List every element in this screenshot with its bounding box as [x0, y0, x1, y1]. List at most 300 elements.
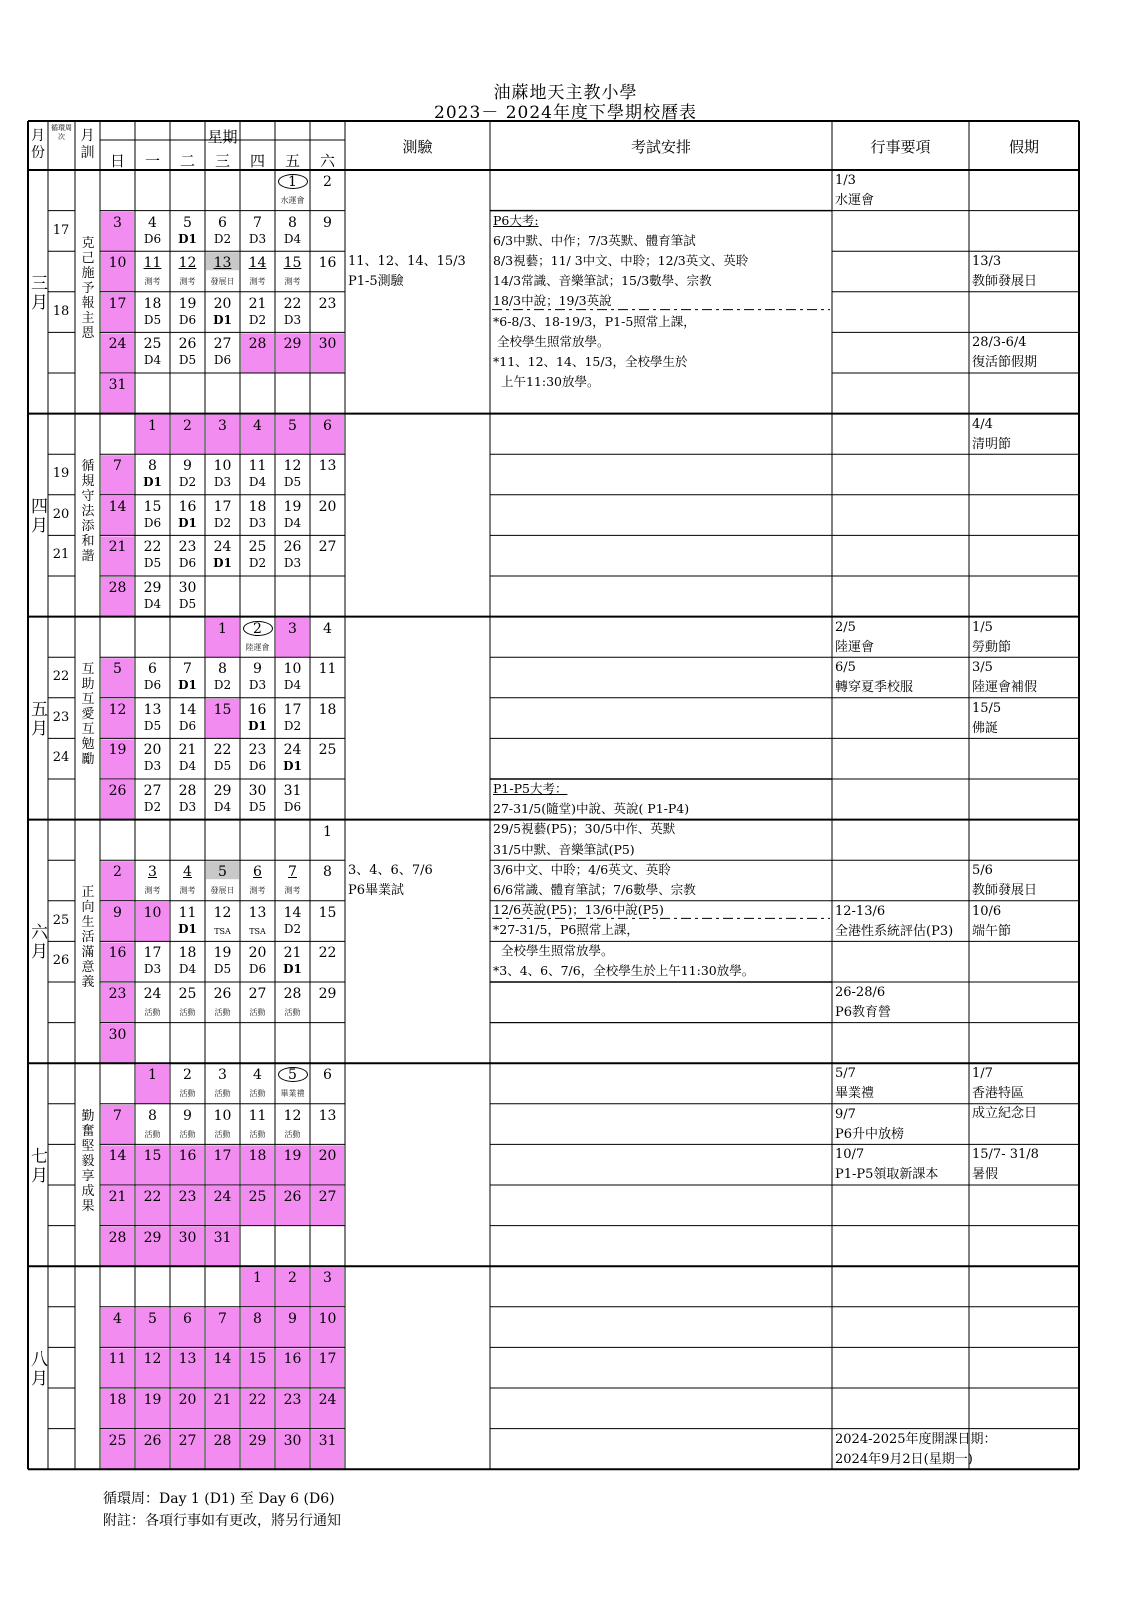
cycle-day: D5: [143, 718, 162, 733]
day-note: 活動: [144, 1129, 161, 1139]
cycle-week: 21: [52, 547, 70, 563]
day-number: 2: [323, 174, 332, 190]
cycle-day: D5: [143, 556, 162, 571]
day-number: 13: [178, 1351, 197, 1368]
day-number: 29: [143, 1229, 162, 1246]
day-number: 28: [108, 1229, 127, 1246]
day-number: 5: [288, 1067, 297, 1084]
day-number: 28: [248, 336, 267, 353]
event-circle: [278, 174, 308, 189]
day-number: 19: [178, 295, 197, 312]
day-number: 20: [318, 1148, 337, 1165]
cycle-day: D3: [143, 759, 162, 774]
day-number: 21: [108, 1189, 127, 1205]
day-number: 29: [248, 1432, 267, 1449]
day-number: 2: [183, 417, 192, 434]
holiday-text: 15/5 佛誕: [972, 700, 1002, 736]
day-number: 6: [218, 214, 227, 231]
day-number: 1: [218, 620, 227, 637]
month-motto: 循規守法添和諧: [81, 459, 95, 565]
day-number: 13: [318, 1107, 337, 1124]
month-motto: 勤奮堅毅享成果: [81, 1108, 95, 1214]
day-number: 27: [318, 539, 337, 556]
cycle-day: D6: [283, 800, 302, 814]
day-number: 30: [283, 1432, 302, 1449]
day-number: 23: [178, 539, 197, 556]
day-number: 23: [108, 986, 127, 1002]
exam-line: 27-31/5(隨堂)中說、英說( P1-P4): [493, 801, 690, 817]
day-note: 活動: [249, 1129, 266, 1139]
day-number: 31: [283, 783, 302, 799]
cycle-week: 23: [52, 709, 70, 725]
holiday-text: 4/4 清明節: [972, 416, 1012, 452]
day-number: 6: [253, 864, 262, 881]
day-number: 1: [148, 417, 157, 434]
day-note: 測考: [179, 886, 196, 896]
day-number: 2: [288, 1270, 297, 1287]
day-number: 10: [108, 255, 127, 272]
day-number: 16: [318, 255, 337, 272]
day-number: 25: [318, 742, 337, 759]
day-number: 8: [323, 864, 332, 881]
cycle-week: 22: [52, 669, 70, 685]
day-number: 21: [213, 1392, 232, 1408]
cycle-day: D3: [143, 962, 162, 977]
exam-line: *6-8/3、18-19/3，P1-5照常上課，: [493, 313, 696, 329]
day-number: 18: [143, 295, 162, 312]
day-number: 18: [108, 1392, 127, 1408]
day-number: 25: [108, 1432, 127, 1449]
cycle-week: 19: [52, 466, 70, 482]
exam-line: *11、12、14、15/3，全校學生於: [493, 354, 688, 369]
day-number: 31: [108, 377, 127, 393]
cycle-week: 18: [52, 303, 70, 319]
day-number: 24: [318, 1392, 337, 1408]
day-number: 24: [213, 539, 232, 556]
day-number: 12: [108, 701, 127, 718]
cycle-day: D5: [143, 312, 162, 327]
day-number: 3: [148, 864, 157, 881]
day-number: 4: [253, 417, 262, 434]
day-number: 4: [183, 864, 192, 881]
test-text: 3、4、6、7/6 P6畢業試: [348, 863, 433, 899]
weekday-3: 三: [214, 152, 230, 170]
cycle-day: D3: [248, 678, 267, 693]
day-number: 23: [318, 295, 337, 312]
day-number: 7: [288, 864, 297, 881]
day-number: 14: [248, 255, 267, 272]
month-name: 三月: [31, 273, 48, 313]
exam-line: 8/3視藝；11/ 3中文、中聆；12/3英文、英聆: [493, 253, 749, 268]
day-number: 9: [253, 661, 262, 678]
day-number: 28: [108, 580, 127, 596]
day-number: 26: [213, 986, 232, 1002]
day-number: 30: [318, 336, 337, 353]
day-number: 6: [323, 417, 332, 434]
day-note: 測考: [249, 886, 266, 896]
day-number: 15: [248, 1351, 267, 1368]
day-number: 21: [248, 295, 267, 312]
day-number: 29: [143, 580, 162, 596]
day-number: 27: [213, 336, 232, 353]
event-text: 2024-2025年度開課日期： 2024年9月2日(星期一): [835, 1431, 997, 1467]
exam-line: 18/3中說；19/3英說: [493, 293, 612, 309]
footer-cycle-note: 循環周：Day 1 (D1) 至 Day 6 (D6): [103, 1491, 335, 1507]
day-note: 活動: [144, 1008, 161, 1017]
day-number: 2: [113, 864, 122, 881]
day-note: 水運會: [280, 196, 305, 205]
day-number: 10: [143, 904, 162, 921]
day-number: 10: [213, 1107, 232, 1124]
day-number: 31: [318, 1432, 337, 1449]
exam-line: 6/6常識、體育筆試；7/6數學、宗教: [493, 882, 696, 897]
events-header: 行事要項: [870, 138, 931, 156]
day-number: 3: [288, 620, 297, 637]
day-note: 活動: [179, 1129, 196, 1139]
day-number: 8: [288, 214, 297, 231]
day-number: 5: [218, 864, 227, 881]
day-number: 6: [148, 661, 157, 678]
exam-line: P6大考:: [493, 212, 539, 228]
cycle-day: D2: [213, 515, 232, 530]
weekday-2: 二: [179, 152, 195, 170]
day-note: 測考: [284, 277, 301, 287]
day-note: 測考: [179, 277, 196, 287]
day-number: 8: [148, 458, 157, 475]
day-number: 1: [288, 174, 297, 190]
cycle-week: 17: [52, 222, 70, 238]
day-number: 22: [283, 295, 302, 312]
cycle-day: D5: [248, 800, 267, 814]
day-number: 25: [178, 986, 197, 1002]
cycle-day: D4: [213, 800, 232, 814]
cycle-day: D4: [248, 475, 267, 490]
exam-line: 12/6英說(P5)；13/6中說(P5): [493, 902, 664, 918]
day-number: 20: [318, 498, 337, 515]
day-number: 26: [283, 539, 302, 556]
day-number: 12: [178, 255, 197, 272]
day-note: 活動: [214, 1129, 231, 1139]
day-number: 8: [148, 1107, 157, 1124]
month-name: 六月: [31, 923, 48, 963]
cycle-day: D3: [248, 231, 267, 246]
cycle-day: D1: [213, 556, 232, 571]
day-number: 18: [248, 498, 267, 515]
day-number: 30: [108, 1026, 127, 1043]
exam-line: 上午11:30放學。: [493, 374, 600, 390]
cycle-day: D4: [283, 231, 302, 246]
day-number: 20: [143, 742, 162, 759]
day-number: 17: [143, 945, 162, 962]
cycle-day: D4: [143, 597, 162, 611]
exam-line: P1-P5大考：: [493, 781, 568, 796]
cycle-day: D5: [213, 759, 232, 774]
day-number: 7: [253, 214, 262, 231]
exam-line: 3/6中文、中聆；4/6英文、英聆: [493, 861, 671, 877]
cycle-week: 20: [52, 506, 70, 522]
day-number: 9: [323, 214, 332, 231]
day-number: 14: [108, 1148, 127, 1165]
day-number: 11: [248, 1107, 267, 1124]
day-number: 11: [108, 1351, 127, 1368]
cycle-day: D6: [213, 353, 232, 368]
cycle-day: D1: [248, 718, 267, 733]
day-number: 22: [248, 1392, 267, 1408]
day-number: 12: [283, 1107, 302, 1124]
month-name: 四月: [31, 497, 48, 537]
day-number: 15: [213, 701, 232, 718]
day-number: 6: [183, 1310, 192, 1327]
event-text: 1/3 水運會: [835, 173, 875, 208]
cycle-day: D4: [178, 759, 197, 774]
day-number: 16: [178, 498, 197, 515]
cycle-day: D6: [178, 556, 197, 571]
holiday-text: 10/6 端午節: [972, 903, 1012, 939]
day-number: 9: [183, 458, 192, 475]
day-number: 26: [143, 1432, 162, 1449]
day-number: 27: [248, 986, 267, 1002]
cycle-day: D1: [178, 515, 197, 530]
day-number: 14: [213, 1351, 232, 1368]
day-number: 14: [283, 904, 302, 921]
school-title: 油蔴地天主教小學: [493, 83, 638, 103]
day-number: 8: [218, 661, 227, 678]
day-number: 14: [178, 701, 197, 718]
day-note: 活動: [249, 1008, 266, 1017]
cycle-day: D5: [283, 475, 302, 490]
day-number: 24: [213, 1189, 232, 1205]
day-number: 30: [178, 580, 197, 596]
day-number: 13: [143, 701, 162, 718]
holiday-text: 1/5 勞動節: [972, 619, 1012, 655]
day-number: 25: [248, 1189, 267, 1205]
day-number: 2: [183, 1067, 192, 1084]
exam-line: *3、4、6、7/6，全校學生於上午11:30放學。: [493, 962, 755, 978]
day-number: 4: [148, 214, 157, 231]
holiday-text: 28/3-6/4 復活節假期: [972, 335, 1038, 371]
event-text: 26-28/6 P6教育營: [835, 985, 892, 1020]
cycle-week: 26: [52, 953, 70, 969]
cycle-day: D3: [178, 800, 197, 814]
day-number: 17: [108, 295, 127, 312]
day-number: 5: [288, 417, 297, 434]
day-note: 活動: [214, 1089, 231, 1099]
day-number: 30: [178, 1229, 197, 1246]
test-header: 測驗: [402, 138, 433, 156]
day-number: 10: [318, 1310, 337, 1327]
holiday-text: 5/6 教師發展日: [972, 863, 1038, 899]
cycle-day: D1: [213, 312, 232, 327]
day-number: 3: [218, 417, 227, 434]
day-number: 22: [213, 742, 232, 759]
day-number: 28: [178, 783, 197, 799]
cycle-day: D3: [213, 475, 232, 490]
day-note: 活動: [284, 1008, 301, 1017]
day-number: 7: [113, 1107, 122, 1124]
cycle-day: D1: [178, 231, 197, 246]
day-number: 20: [248, 945, 267, 962]
day-number: 15: [143, 1148, 162, 1165]
footer-remark: 附註：各項行事如有更改，將另行通知: [103, 1513, 341, 1529]
exam-line: 全校學生照常放學。: [493, 333, 610, 349]
day-number: 23: [248, 742, 267, 759]
cycle-day: TSA: [249, 926, 266, 936]
cycle-day: D3: [283, 556, 302, 571]
cycle-day: D5: [213, 962, 232, 977]
day-number: 7: [218, 1310, 227, 1327]
day-number: 19: [143, 1392, 162, 1408]
day-number: 24: [108, 336, 127, 353]
day-number: 26: [178, 336, 197, 353]
cycle-day: D5: [178, 597, 197, 611]
cycle-day: D2: [248, 556, 267, 571]
cycle-day: D1: [178, 678, 197, 693]
cycle-day: D2: [283, 718, 302, 733]
cycle-day: TSA: [214, 926, 231, 936]
day-number: 15: [318, 904, 337, 921]
day-note: 測考: [249, 277, 266, 287]
cycle-day: D1: [143, 475, 162, 490]
cycle-week: 24: [52, 750, 70, 766]
day-number: 9: [113, 904, 122, 921]
cycle-day: D4: [178, 962, 197, 977]
cycle-day: D6: [178, 718, 197, 733]
day-number: 20: [178, 1392, 197, 1408]
cycle-day: D6: [248, 962, 267, 977]
day-number: 28: [213, 1432, 232, 1449]
day-note: 發展日: [210, 886, 235, 896]
day-note: 活動: [249, 1089, 266, 1099]
day-number: 16: [108, 945, 127, 962]
day-number: 12: [283, 458, 302, 475]
exam-line: 31/5中默、音樂筆試(P5): [493, 841, 635, 857]
cycle-day: D3: [283, 312, 302, 327]
day-number: 17: [283, 701, 302, 718]
day-number: 22: [318, 945, 337, 962]
day-number: 21: [283, 945, 302, 962]
day-number: 5: [113, 661, 122, 678]
holiday-text: 13/3 教師發展日: [972, 254, 1038, 290]
day-number: 1: [323, 823, 332, 840]
day-number: 18: [178, 945, 197, 962]
day-note: 測考: [144, 277, 161, 287]
month-name: 七月: [31, 1146, 48, 1186]
day-number: 31: [213, 1229, 232, 1246]
day-number: 18: [248, 1148, 267, 1165]
day-number: 27: [143, 783, 162, 799]
holiday-header: 假期: [1008, 138, 1039, 156]
day-note: 陸運會: [245, 642, 270, 652]
day-number: 4: [253, 1067, 262, 1084]
month-motto: 正向生活滿意義: [81, 885, 95, 991]
day-number: 10: [213, 458, 232, 475]
test-text: 11、12、14、15/3 P1-5測驗: [348, 254, 466, 290]
day-number: 22: [143, 1189, 162, 1205]
exam-line: 全校學生照常放學。: [493, 942, 614, 958]
day-number: 7: [113, 458, 122, 475]
cycle-week: 25: [52, 912, 70, 928]
day-note: 測考: [144, 886, 161, 896]
weekday-6: 六: [319, 152, 335, 170]
day-number: 22: [143, 539, 162, 556]
day-number: 13: [213, 255, 232, 272]
day-number: 6: [323, 1067, 332, 1084]
cycle-day: D2: [248, 312, 267, 327]
day-note: 發展日: [210, 277, 235, 287]
day-number: 4: [113, 1310, 122, 1327]
day-number: 15: [283, 255, 302, 272]
cycle-day: D1: [283, 962, 302, 977]
cycle-day: D4: [283, 515, 302, 530]
day-note: 活動: [284, 1129, 301, 1139]
cycle-day: D1: [178, 921, 197, 936]
day-number: 14: [108, 498, 127, 515]
day-number: 29: [283, 336, 302, 353]
day-number: 4: [323, 620, 332, 637]
day-number: 12: [213, 904, 232, 921]
event-text: 9/7 P6升中放榜: [835, 1106, 905, 1142]
day-number: 26: [283, 1189, 302, 1205]
day-number: 25: [143, 336, 162, 353]
day-note: 活動: [179, 1089, 196, 1099]
day-number: 5: [148, 1310, 157, 1327]
day-note: 畢業禮: [280, 1089, 305, 1099]
day-number: 19: [283, 1148, 302, 1165]
event-text: 6/5 轉穿夏季校服: [835, 660, 914, 696]
month-motto: 克己施予報主恩: [81, 235, 95, 341]
day-number: 1: [148, 1067, 157, 1084]
day-number: 18: [318, 701, 337, 718]
day-number: 13: [248, 904, 267, 921]
day-number: 23: [283, 1392, 302, 1408]
cycle-day: D2: [143, 800, 162, 814]
motto-header: 月訓: [80, 128, 95, 161]
day-number: 11: [318, 661, 337, 678]
day-number: 12: [143, 1351, 162, 1368]
holiday-text: 15/7- 31/8 暑假: [972, 1147, 1039, 1183]
day-number: 16: [178, 1148, 197, 1165]
holiday-text: 1/7 香港特區 成立紀念日: [972, 1066, 1038, 1122]
cycle-day: D4: [143, 353, 162, 368]
day-number: 16: [248, 701, 267, 718]
day-number: 17: [213, 498, 232, 515]
month-name: 五月: [31, 700, 48, 740]
event-circle: [243, 621, 273, 636]
day-number: 2: [253, 620, 262, 637]
day-number: 11: [248, 458, 267, 475]
weekday-1: 一: [144, 152, 160, 170]
week-header: 星期: [207, 128, 238, 146]
day-number: 27: [318, 1189, 337, 1205]
holiday-text: 3/5 陸運會補假: [972, 660, 1038, 696]
day-number: 11: [143, 255, 162, 272]
day-number: 5: [183, 214, 192, 231]
cycle-day: D6: [143, 678, 162, 693]
day-number: 29: [318, 986, 337, 1002]
event-text: 12-13/6 全港性系統評估(P3): [835, 903, 954, 939]
exam-line: *27-31/5，P6照常上課，: [493, 922, 639, 938]
day-number: 24: [143, 986, 162, 1002]
cycle-day: D1: [283, 759, 302, 774]
cycle-day: D2: [213, 678, 232, 693]
event-text: 5/7 畢業禮: [835, 1066, 875, 1102]
cycle-day: D6: [143, 515, 162, 530]
cycle-day: D3: [248, 515, 267, 530]
event-text: 10/7 P1-P5領取新課本: [835, 1147, 939, 1183]
day-number: 20: [213, 295, 232, 312]
day-number: 16: [283, 1351, 302, 1368]
day-number: 3: [113, 214, 122, 231]
